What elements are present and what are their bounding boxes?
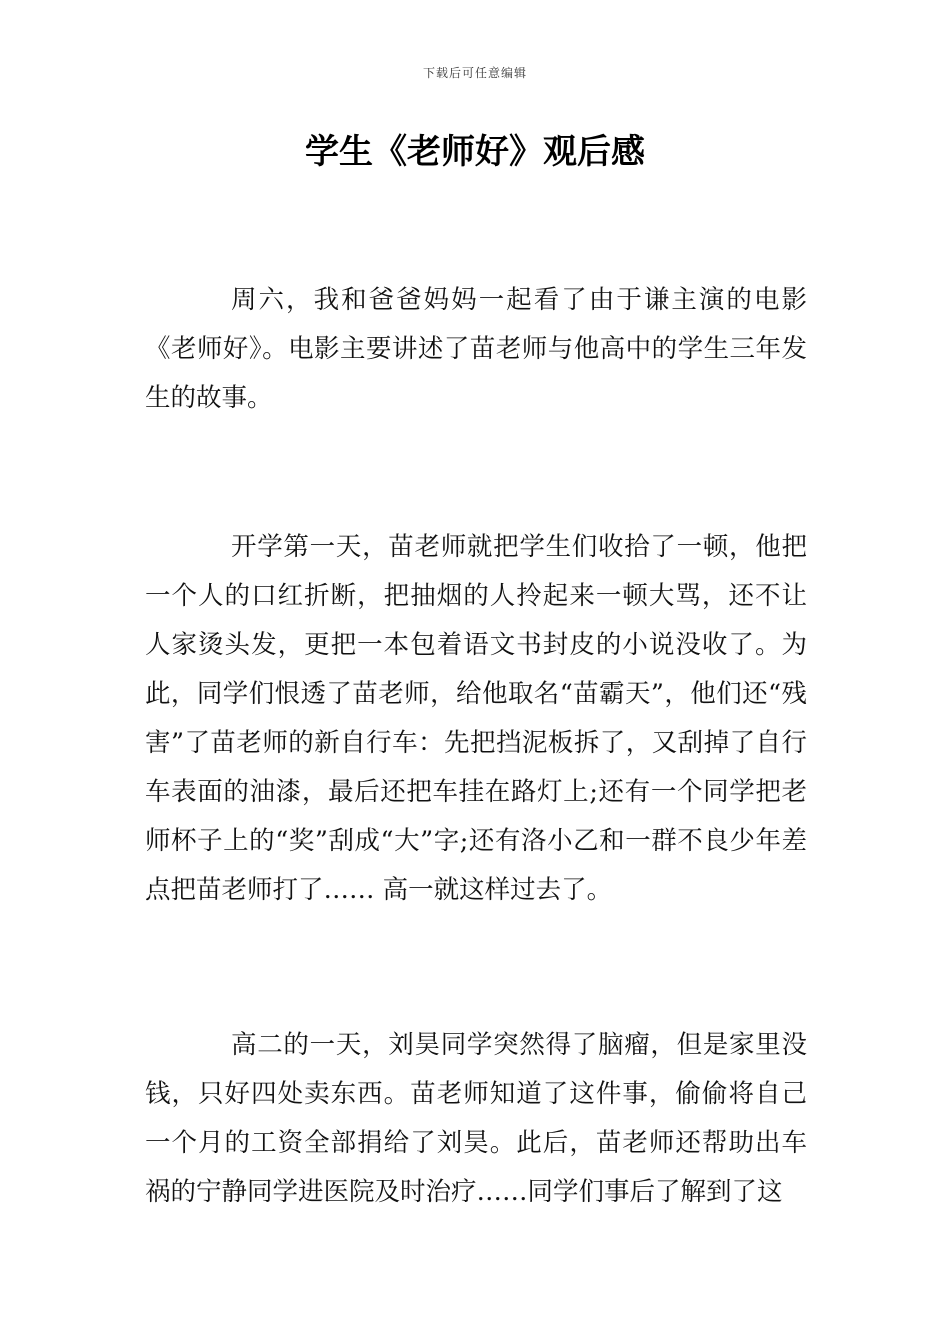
- paragraph-1: 周六，我和爸爸妈妈一起看了由于谦主演的电影《老师好》。电影主要讲述了苗老师与他高中的学生三年发生的故事。: [145, 285, 807, 413]
- header-note: 下载后可任意编辑: [422, 66, 527, 80]
- document-title: 学生《老师好》观后感: [305, 132, 645, 172]
- paragraph-3: 高二的一天，刘昊同学突然得了脑瘤，但是家里没钱，只好四处卖东西。苗老师知道了这件事，偷偷将自己一个月的工资全部捐给了刘昊。此后，苗老师还帮助出车祸的宁静同学进医院及时治疗……同学们事后了解到了这: [145, 1030, 807, 1207]
- paragraph-2: 开学第一天，苗老师就把学生们收拾了一顿，他把一个人的口红折断，把抽烟的人拎起来一顿大骂，还不让人家烫头发，更把一本包着语文书封皮的小说没收了。为此，同学们恨透了苗老师，给他取名“苗霸天”，他们还“残害”了苗老师的新自行车：先把挡泥板拆了，又刮掉了自行车表面的油漆，最后还把车挂在路灯上;还有一个同学把老师杯子上的“奖”刮成“大”字;还有洛小乙和一群不良少年差点把苗老师打了…… 高一就这样过去了。: [145, 532, 807, 905]
